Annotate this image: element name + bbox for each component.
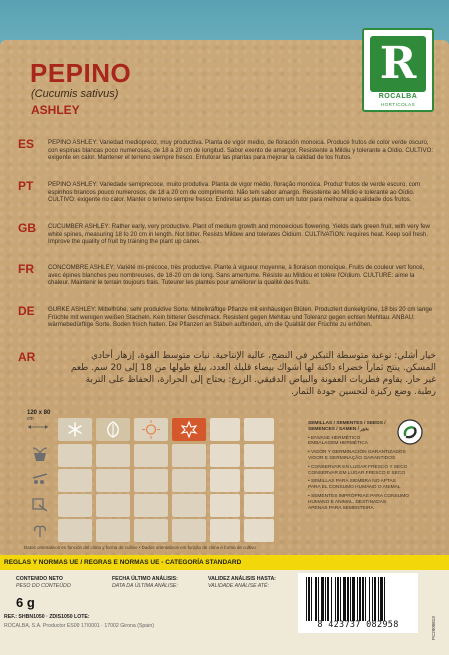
- cell-direct-frost: [58, 469, 92, 492]
- barcode-bar: [347, 577, 349, 621]
- rocalba-logo: [362, 28, 434, 112]
- semillas-heading: SEMILLAS / SEMENTES / SEEDS / SEMENCES / SAMEN / بذور: [308, 421, 386, 432]
- spacing-block: [27, 410, 53, 430]
- semillas-line: PARA EL CONSUMO HUMANO O ANIMAL: [308, 485, 401, 491]
- semillas-line: VIGOR E GERMINAÇÃO GARANTIDOS: [308, 455, 396, 461]
- barcode-bar: [359, 577, 361, 621]
- cell-extra: [244, 494, 274, 517]
- barcode-bar: [331, 577, 332, 621]
- recycle-icon: [396, 418, 424, 446]
- standard-category: REGLAS Y NORMAS UE / REGRAS E NORMAS UE - CATEGORÍA STANDARD: [4, 559, 242, 566]
- language-code: AR: [18, 350, 36, 364]
- logo-sub: HORTICOLAS: [380, 102, 416, 107]
- column-extra-2: [244, 418, 274, 441]
- contenido-sub: PESO DO CONTEÚDO: [16, 583, 71, 589]
- barcode-bar: [374, 577, 376, 621]
- language-code: PT: [18, 179, 34, 193]
- barcode-bar: [325, 577, 326, 621]
- barcode-bar: [321, 577, 324, 621]
- sowing-pot-icon: [30, 445, 50, 463]
- spacing-arrows-icon: [27, 423, 49, 431]
- standard-bar: [0, 555, 449, 570]
- cell-extra: [210, 444, 240, 467]
- barcode-bar: [384, 577, 385, 621]
- validez-label: VALIDEZ ANÁLISIS HASTA:: [208, 576, 276, 582]
- barcode-bar: [352, 577, 355, 621]
- semillas-line: CONSERVAR EM LUGAR FRESCO E SECO: [308, 470, 406, 476]
- cell-sow-spring: [96, 444, 130, 467]
- barcode-bar: [357, 577, 358, 621]
- barcode-bar: [318, 577, 319, 621]
- net-weight: 6 g: [16, 595, 35, 610]
- description-text: PEPINO ASHLEY: Variedad mediopreoz, muy productiva. Planta de vigor medio, de floración monoica. Produce frutos de color verde oscuro, con espinas blancas poco numerosas, de 18 a 20 cm de longitud. Sabor exento de amargor. Resistente a Mildiu y tolerante a Oídio. CULTIVO: exigente en calor. Mantener el terreno siempre fresco. Entutorar las plantas para mejorar la calidad de los frutos.: [48, 139, 434, 162]
- cell-extra: [210, 519, 240, 542]
- semillas-line: HUMANO E ANIMAL, DESTINADAS: [308, 499, 387, 505]
- semillas-line: EMBALAGEM HERMÉTICA: [308, 441, 368, 447]
- cell-harvest-frost: [58, 519, 92, 542]
- cell-extra: [210, 494, 240, 517]
- product-title: PEPINO: [30, 58, 132, 88]
- snowflake-icon: [58, 418, 92, 441]
- description-de: [18, 304, 438, 344]
- validez-sub: VALIDADE ANÁLISE ATÉ:: [208, 583, 269, 589]
- barcode-bar: [362, 577, 364, 621]
- barcode-bar: [327, 577, 329, 621]
- description-es: [18, 137, 438, 177]
- barcode-bar: [372, 577, 373, 621]
- semillas-line: • VIGOR Y GERMINACIÓN GARANTIZADOS: [308, 450, 406, 456]
- barcode-bar: [306, 577, 307, 621]
- contenido-label: CONTENIDO NETO: [16, 576, 63, 582]
- barcode-bar: [315, 577, 317, 621]
- cell-transplant-frost: [58, 494, 92, 517]
- logo-letter: R: [370, 36, 426, 92]
- cell-direct-autumn: [172, 469, 206, 492]
- semillas-line: • SEMENTES IMPRÓPRIAS PARA CONSUMO: [308, 493, 410, 499]
- cell-transplant-summer: [134, 494, 168, 517]
- cell-transplant-spring: [96, 494, 130, 517]
- cell-sow-frost: [58, 444, 92, 467]
- barcode-bar: [335, 577, 336, 621]
- latin-name: (Cucumis sativus): [31, 88, 119, 100]
- column-extra-1: [210, 418, 240, 441]
- direct-sow-icon: [30, 470, 50, 488]
- spacing-value: 120 x 80: [27, 410, 51, 416]
- cell-sow-summer: [134, 444, 168, 467]
- semillas-line: • ENVASE HERMÉTICO: [308, 435, 361, 441]
- column-summer: [134, 418, 168, 441]
- barcode-bar: [343, 577, 346, 621]
- description-text: CUCUMBER ASHLEY: Rather early, very productive. Plant of medium growth and monoecious flowering. Yields dark green fruit, with very few white spines, measuring 18 to 20 cm in length. Not bitter. Resists Mildew and tolerates Oidium. CULTIVATION: requires heat. Keep soil fresh. Improve the quality of fruit by training the plant up canes.: [48, 223, 430, 246]
- variety-name: ASHLEY: [31, 103, 80, 117]
- barcode-bars: [306, 577, 410, 621]
- language-code: GB: [18, 221, 36, 235]
- cell-sow-autumn: [172, 444, 206, 467]
- barcode-bar: [340, 577, 341, 621]
- fecha-label: FECHA ÚLTIMO ANÁLISIS:: [112, 576, 178, 582]
- column-spring: [96, 418, 130, 441]
- description-fr: [18, 262, 438, 302]
- language-code: FR: [18, 262, 34, 276]
- description-pt: [18, 179, 438, 219]
- company-info: ROCALBA, S.A. Productor ES09 17/0001 · 17002 Girona (Spain): [4, 623, 154, 629]
- barcode-bar: [311, 577, 312, 621]
- barcode-bar: [369, 577, 370, 621]
- cell-direct-summer: [134, 469, 168, 492]
- barcode-bar: [378, 577, 379, 621]
- column-autumn: [172, 418, 206, 441]
- description-text: CONCOMBRE ASHLEY: Variété mi-précoce, très productive. Plante à vigueur moyenne, à floraison monoïque. Fruits de couleur vert foncé, avec épines blanches peu nombreuses, de 18-20 cm de long. Sans amertume. Résiste au Mildiou et tolère l'Oïdium. CULTURE: aime la chaleur. Maintenir le terrain toujours frais. Tuteurer les plantes pour améliorer la qualité des fruits.: [48, 264, 425, 287]
- spacing-unit: cm: [27, 416, 34, 422]
- description-text: PEPINO ASHLEY: Variedade semiprecoce, muito produtiva. Planta de vigor médio, floração monóica. Produz frutos de verde escuro, com espinhos brancos pouco numerosos, de 18 a 20 cm de comprimento. Não tem sabor amargo. Resistente ao Míldio e tolerante ao Oídio. CULTIVO: exigente no calor. Manter o terreno sempre fresco. Endireitar as plantas com um tutor para melhorar a qualidade dos frutos.: [48, 181, 421, 204]
- maple-leaf-icon: [172, 418, 206, 441]
- cell-extra: [244, 444, 274, 467]
- barcode-bar: [365, 577, 366, 621]
- cell-extra: [210, 469, 240, 492]
- cell-harvest-autumn: [172, 519, 206, 542]
- leaf-icon: [96, 418, 130, 441]
- barcode-bar: [308, 577, 310, 621]
- barcode-bar: [337, 577, 339, 621]
- language-code: ES: [18, 137, 35, 151]
- language-code: DE: [18, 304, 35, 318]
- description-gb: [18, 221, 438, 261]
- description-ar: [18, 350, 438, 400]
- sun-icon: [134, 418, 168, 441]
- description-text: GURKE ASHLEY: Mittelfrühe, sehr produktive Sorte. Mittelkräftige Pflanze mit einhäusigen Blüten. Produziert dunkelgrüne, 18 bis 20 cm lange Früchte mit wenigen weißen Stacheln. Kein bitterer Geschmack. Resistent gegen Mehltau und Toleranz gegen echten Mehltau. ANBAU: wärmebedürftige Sorte. Boden frisch halten. Die Pflanzen an Stäben aufbinden, um die Qualität der Früchte zu erhöhen.: [48, 306, 433, 329]
- transplant-icon: [30, 496, 50, 514]
- semillas-line: • CONSERVAR EN LUGAR FRESCO Y SECO: [308, 464, 408, 470]
- vertical-code: PC2900813: [431, 616, 436, 640]
- harvest-icon: [30, 521, 50, 539]
- barcode-bar: [380, 577, 383, 621]
- cell-extra: [244, 469, 274, 492]
- barcode: [298, 573, 418, 633]
- logo-brand: ROCALBA: [378, 93, 418, 100]
- semillas-line: • SEMILLAS PARA SIEMBRA NO APTAS: [308, 479, 396, 485]
- semillas-line: APENAS PARA SEMENTEIRA: [308, 505, 374, 511]
- cell-harvest-spring: [96, 519, 130, 542]
- cell-direct-spring: [96, 469, 130, 492]
- barcode-digits: 8 423737 082958: [317, 620, 399, 630]
- fecha-sub: DATA DA ÚLTIMA ANÁLISE:: [112, 583, 178, 589]
- cell-transplant-autumn: [172, 494, 206, 517]
- column-frost: [58, 418, 92, 441]
- footnote: Datos orientativos en función del clima y forma de cultivo • Dados orientativos em função de clima e forma de cultivo: [24, 545, 256, 550]
- cell-extra: [244, 519, 274, 542]
- cell-harvest-summer: [134, 519, 168, 542]
- description-text: خيار أشلي: نوعية متوسطة التبكير في النضج، عالية الإنتاجية. نبات متوسط القوة، إزهار أحادي المسكن. ينتج ثماراً خضراء داكنة لها أشواك بيضاء قليلة العدد، يبلغ طولها من 18 إلى 20 سم. طعم غير حار. يقاوم فطريات العفونة والبياض الدقيقي. الزرع: يحتاج إلى الحرارة، الحفاظ على التربة رطبة. وضع ركيزة لتحسين جودة الثمار.: [70, 351, 436, 397]
- barcode-bar: [350, 577, 351, 621]
- reference-lote: REF.: SHBN1050 · ZDIS1050 LOTE:: [4, 614, 90, 620]
